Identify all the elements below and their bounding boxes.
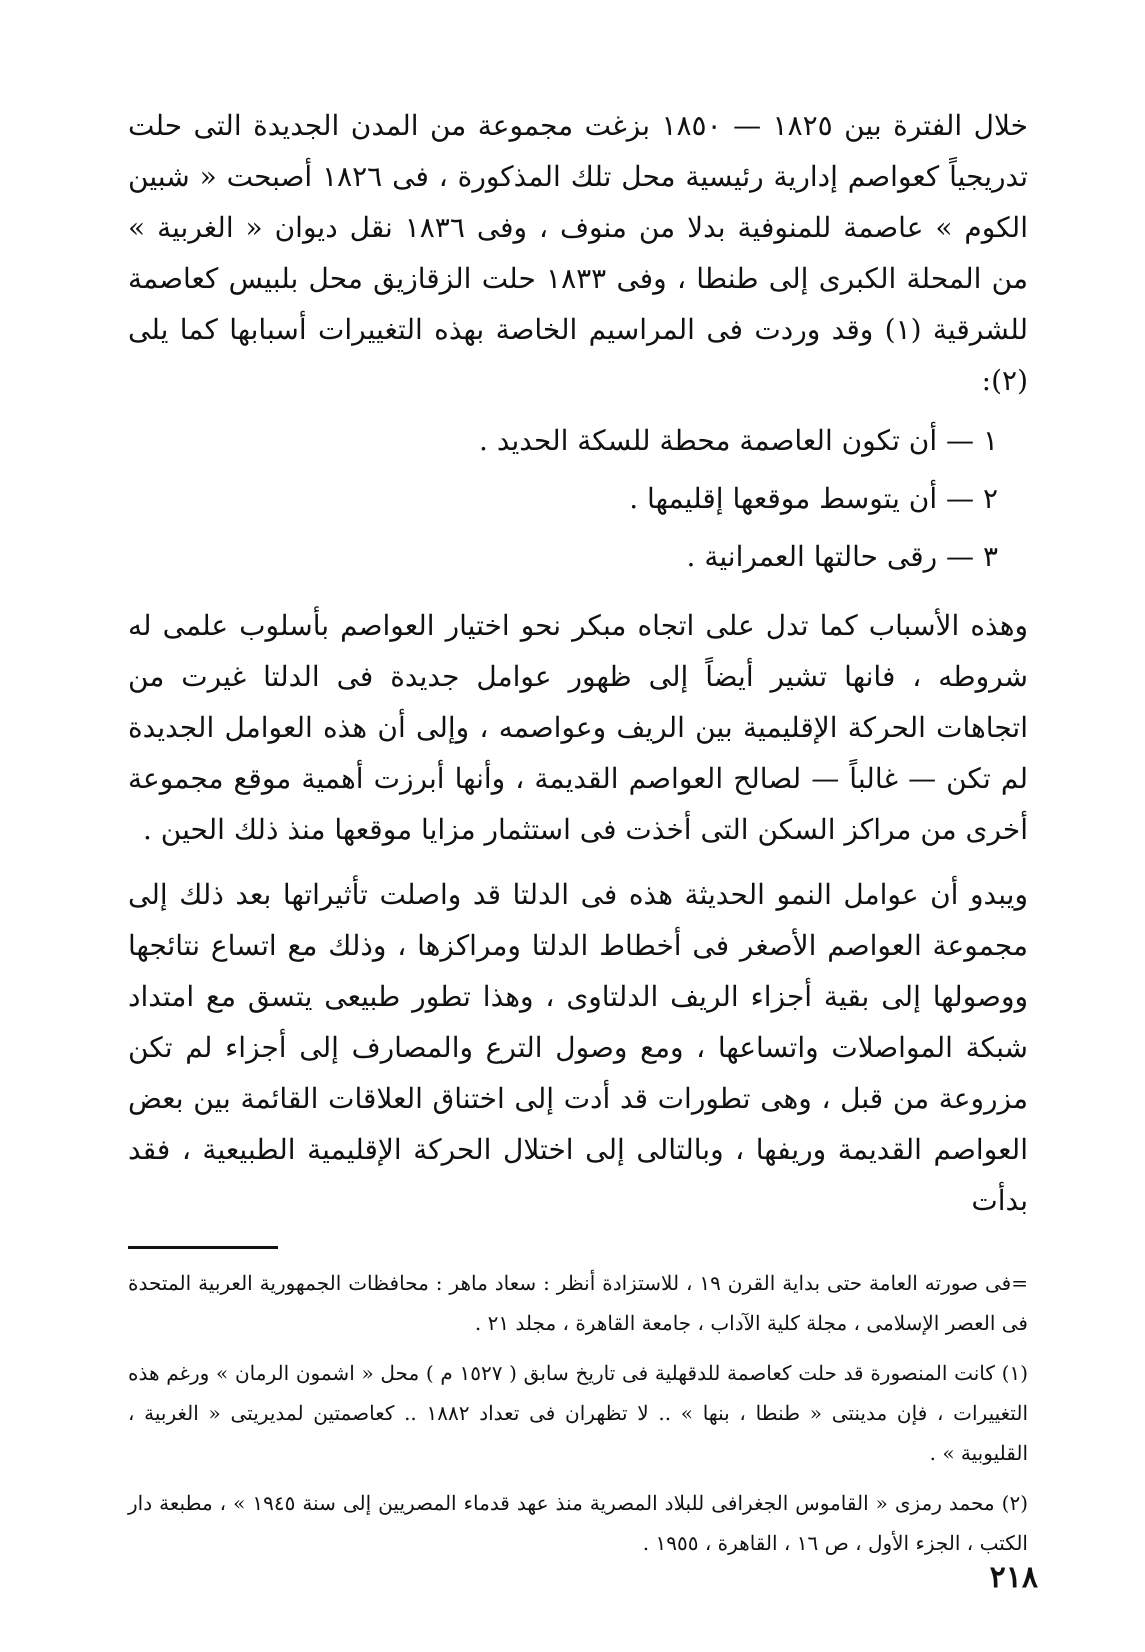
footnotes xyxy=(128,1263,1028,1563)
page-number: ٢١٨ xyxy=(989,1560,1038,1595)
list-item: ١ — أن تكون العاصمة محطة للسكة الحديد . xyxy=(479,424,998,457)
footnote-2: (٢) محمد رمزى « القاموس الجغرافى للبلاد المصرية منذ عهد قدماء المصريين إلى سنة ١٩٤٥ » ، مطبعة دار الكتب ، الجزء الأول ، ص ١٦ ، القاهرة ، ١٩٥٥ . xyxy=(128,1491,1028,1555)
list-item: ٢ — أن يتوسط موقعها إقليمها . xyxy=(629,482,998,515)
paragraph-1: خلال الفترة بين ١٨٢٥ — ١٨٥٠ بزغت مجموعة من المدن الجديدة التى حلت تدريجياً كعواصم إدارية رئيسية محل تلك المذكورة ، فى ١٨٢٦ أصبحت « شبين الكوم » عاصمة للمنوفية بدلا من منوف ، وفى ١٨٣٦ نقل ديوان « الغربية » من المحلة الكبرى إلى طنطا ، وفى ١٨٣٣ حلت الزقازيق محل بلبيس كعاصمة للشرقية (١) وقد وردت فى المراسيم الخاصة بهذه التغييرات أسبابها كما يلى (٢): xyxy=(128,109,1029,397)
list-item: ٣ — رقى حالتها العمرانية . xyxy=(686,540,998,573)
page-content xyxy=(128,100,1028,1573)
paragraph-2: وهذه الأسباب كما تدل على اتجاه مبكر نحو اختيار العواصم بأسلوب علمى له شروطه ، فانها تشير أيضاً إلى ظهور عوامل جديدة فى الدلتا غيرت من اتجاهات الحركة الإقليمية بين الريف وعواصمه ، وإلى أن هذه العوامل الجديدة لم تكن — غالباً — لصالح العواصم القديمة ، وأنها أبرزت أهمية موقع مجموعة أخرى من مراكز السكن التى أخذت فى استثمار مزايا موقعها منذ ذلك الحين . xyxy=(128,609,1028,846)
reasons-list xyxy=(128,412,1028,586)
paragraph-3: ويبدو أن عوامل النمو الحديثة هذه فى الدلتا قد واصلت تأثيراتها بعد ذلك إلى مجموعة العواصم الأصغر فى أخطاط الدلتا ومراكزها ، وذلك مع اتساع نتائجها ووصولها إلى بقية أجزاء الريف الدلتاوى ، وهذا تطور طبيعى يتسق مع امتداد شبكة المواصلات واتساعها ، ومع وصول الترع والمصارف إلى أجزاء لم تكن مزروعة من قبل ، وهى تطورات قد أدت إلى اختناق العلاقات القائمة بين بعض العواصم القديمة وريفها ، وبالتالى إلى اختلال الحركة الإقليمية الطبيعية ، فقد بدأت xyxy=(128,878,1028,1217)
footnote-divider xyxy=(128,1246,278,1249)
footnote-1: (١) كانت المنصورة قد حلت كعاصمة للدقهلية فى تاريخ سابق ( ١٥٢٧ م ) محل « اشمون الرمان » ورغم هذه التغييرات ، فإن مدينتى « طنطا ، بنها » .. لا تظهران فى تعداد ١٨٨٢ .. كعاصمتين لمديريتى « الغربية ، القليوبية » . xyxy=(128,1361,1028,1465)
footnote-continued: =فى صورته العامة حتى بداية القرن ١٩ ، للاستزادة أنظر : سعاد ماهر : محافظات الجمهورية العربية المتحدة فى العصر الإسلامى ، مجلة كلية الآداب ، جامعة القاهرة ، مجلد ٢١ . xyxy=(128,1271,1028,1335)
